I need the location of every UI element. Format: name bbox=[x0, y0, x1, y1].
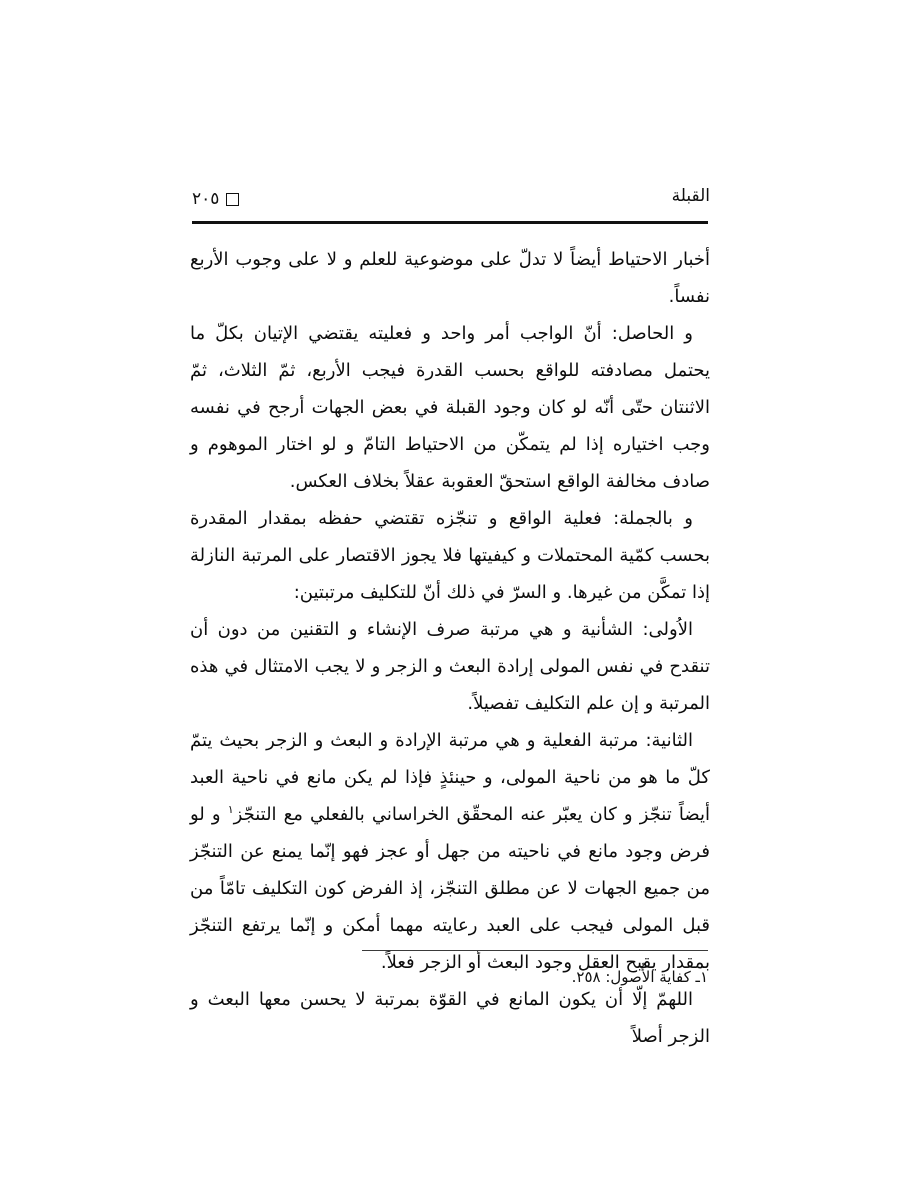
page-number-group bbox=[192, 189, 239, 209]
paragraph: و بالجملة: فعلية الواقع و تنجّزه تقتضي حفظه بمقدار المقدرة بحسب كمّية المحتملات و كيفيتها فلا يجوز الاقتصار على المرتبة النازلة إذا تمكَّن من غيرها. و السرّ في ذلك أنّ للتكليف مرتبتين: bbox=[190, 508, 710, 603]
square-marker-icon bbox=[226, 193, 239, 206]
paragraph: أخبار الاحتياط أيضاً لا تدلّ على موضوعية للعلم و لا على وجوب الأربع نفساً. bbox=[190, 249, 710, 307]
paragraph: الاُولى: الشأنية و هي مرتبة صرف الإنشاء و التقنين من دون أن تنقدح في نفس المولى إرادة البعث و الزجر و لا يجب الامتثال في هذه المرتبة و إن علم التكليف تفصيلاً. bbox=[190, 619, 710, 714]
paragraph: و الحاصل: أنّ الواجب أمر واحد و فعليته يقتضي الإتيان بكلّ ما يحتمل مصادفته للواقع بحسب القدرة فيجب الأربع، ثمّ الثلاث، ثمّ الاثنتان حتّى أنّه لو كان وجود القبلة في بعض الجهات أرجح في نفسه وجب اختياره إذا لم يتمكّن من الاحتياط التامّ و لو اختار الموهوم و صادف مخالفة الواقع استحقّ العقوبة عقلاً بخلاف العكس. bbox=[190, 323, 710, 492]
body-text bbox=[190, 241, 710, 1055]
footnote: ١ـ كفاية الأُصول: ٢٥٨. bbox=[571, 968, 708, 986]
header-double-rule bbox=[192, 221, 708, 224]
paragraph: الثانية: مرتبة الفعلية و هي مرتبة الإرادة و البعث و الزجر بحيث يتمّ كلّ ما هو من ناحية المولى، و حينئذٍ فإذا لم يكن مانع في ناحية العبد أيضاً تنجّز و كان يعبّر عنه المحقّق الخراساني بالفعلي مع التنجّز$^١$ و لو فرض وجود مانع في ناحيته من جهل أو عجز فهو إنّما يمنع عن التنجّز من جميع الجهات لا عن مطلق التنجّز، إذ الفرض كون التكليف تامّاً من قبل المولى فيجب على العبد رعايته مهما أمكن و إنّما يرتفع التنجّز بمقدار يقبح العقل وجود البعث أو الزجر فعلاً. bbox=[190, 730, 710, 973]
header-section-title: القبلة bbox=[671, 186, 710, 206]
footnote-ref: ١ bbox=[227, 803, 234, 816]
page-number: ٢٠٥ bbox=[192, 189, 220, 209]
footnote-separator-rule bbox=[362, 950, 708, 951]
paragraph: اللهمّ إلّا أن يكون المانع في القوّة بمرتبة لا يحسن معها البعث و الزجر أصلاً bbox=[190, 989, 710, 1047]
